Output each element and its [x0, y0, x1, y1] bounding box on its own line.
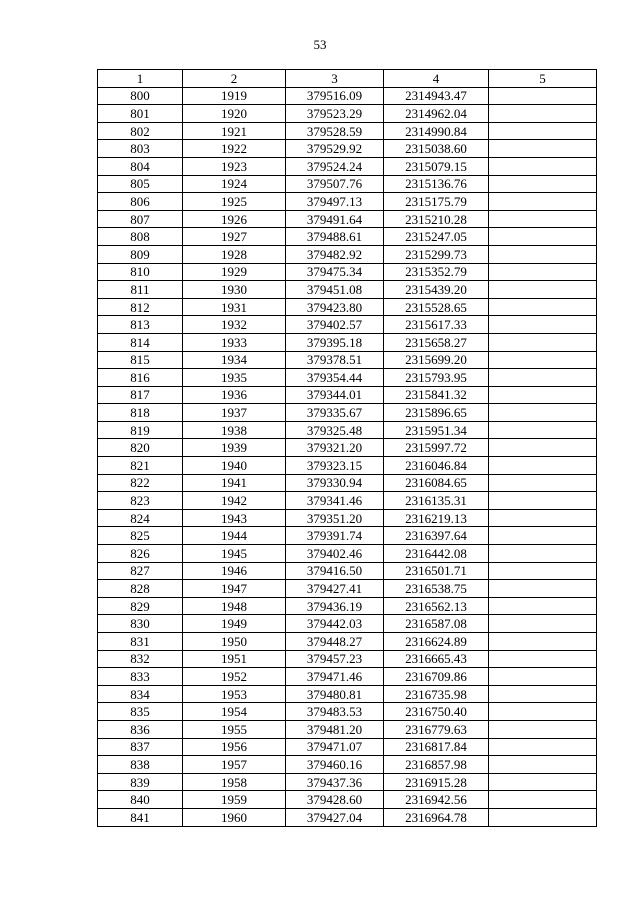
- table-cell-col-2: 1923: [183, 157, 286, 175]
- table-row: [98, 228, 597, 246]
- table-cell-col-5: [489, 720, 597, 738]
- table-cell-col-1: 835: [98, 703, 183, 721]
- table-cell-col-4: 2315299.73: [384, 245, 489, 263]
- table-row: [98, 404, 597, 422]
- table-cell-col-4: 2316735.98: [384, 685, 489, 703]
- table-cell-col-4: 2315793.95: [384, 369, 489, 387]
- table-row: [98, 808, 597, 826]
- table-row: [98, 351, 597, 369]
- table-cell-col-1: 821: [98, 457, 183, 475]
- table-cell-col-2: 1951: [183, 650, 286, 668]
- table-cell-col-3: 379391.74: [286, 527, 384, 545]
- table-row: [98, 157, 597, 175]
- table-cell-col-1: 809: [98, 245, 183, 263]
- table-cell-col-1: 834: [98, 685, 183, 703]
- table-cell-col-5: [489, 316, 597, 334]
- table-cell-col-5: [489, 369, 597, 387]
- table-cell-col-4: 2316709.86: [384, 668, 489, 686]
- table-cell-col-3: 379325.48: [286, 421, 384, 439]
- table-cell-col-2: 1947: [183, 580, 286, 598]
- column-header-5: 5: [489, 70, 597, 88]
- table-cell-col-5: [489, 685, 597, 703]
- table-cell-col-3: 379475.34: [286, 263, 384, 281]
- coordinates-table: [97, 69, 597, 827]
- table-row: [98, 439, 597, 457]
- table-cell-col-1: 819: [98, 421, 183, 439]
- table-cell-col-2: 1927: [183, 228, 286, 246]
- table-cell-col-3: 379528.59: [286, 122, 384, 140]
- table-cell-col-2: 1922: [183, 140, 286, 158]
- table-row: [98, 193, 597, 211]
- table-row: [98, 756, 597, 774]
- table-cell-col-4: 2315896.65: [384, 404, 489, 422]
- table-cell-col-2: 1928: [183, 245, 286, 263]
- column-header-2: 2: [183, 70, 286, 88]
- table-cell-col-4: 2314990.84: [384, 122, 489, 140]
- table-cell-col-5: [489, 773, 597, 791]
- table-cell-col-2: 1952: [183, 668, 286, 686]
- table-cell-col-4: 2316915.28: [384, 773, 489, 791]
- page-number: 53: [313, 37, 327, 52]
- table-cell-col-3: 379423.80: [286, 298, 384, 316]
- table-cell-col-5: [489, 808, 597, 826]
- table-cell-col-5: [489, 527, 597, 545]
- table-cell-col-1: 815: [98, 351, 183, 369]
- table-cell-col-4: 2315658.27: [384, 333, 489, 351]
- table-row: [98, 386, 597, 404]
- table-cell-col-4: 2316942.56: [384, 791, 489, 809]
- table-cell-col-5: [489, 263, 597, 281]
- table-cell-col-4: 2316964.78: [384, 808, 489, 826]
- table-cell-col-3: 379344.01: [286, 386, 384, 404]
- table-cell-col-1: 813: [98, 316, 183, 334]
- table-cell-col-2: 1955: [183, 720, 286, 738]
- table-cell-col-3: 379457.23: [286, 650, 384, 668]
- table-cell-col-5: [489, 597, 597, 615]
- table-cell-col-1: 825: [98, 527, 183, 545]
- table-cell-col-5: [489, 492, 597, 510]
- table-cell-col-1: 807: [98, 210, 183, 228]
- table-cell-col-2: 1953: [183, 685, 286, 703]
- table-cell-col-3: 379491.64: [286, 210, 384, 228]
- table-row: [98, 316, 597, 334]
- table-cell-col-2: 1941: [183, 474, 286, 492]
- table-cell-col-5: [489, 580, 597, 598]
- table-cell-col-1: 801: [98, 105, 183, 123]
- table-cell-col-4: 2315951.34: [384, 421, 489, 439]
- table-cell-col-5: [489, 545, 597, 563]
- table-cell-col-2: 1946: [183, 562, 286, 580]
- table-cell-col-1: 822: [98, 474, 183, 492]
- table-cell-col-2: 1957: [183, 756, 286, 774]
- table-cell-col-3: 379524.24: [286, 157, 384, 175]
- table-cell-col-4: 2314962.04: [384, 105, 489, 123]
- table-cell-col-3: 379354.44: [286, 369, 384, 387]
- table-cell-col-5: [489, 439, 597, 457]
- table-cell-col-5: [489, 386, 597, 404]
- table-cell-col-4: 2316624.89: [384, 633, 489, 651]
- table-row: [98, 140, 597, 158]
- table-cell-col-5: [489, 509, 597, 527]
- table-cell-col-1: 839: [98, 773, 183, 791]
- table-row: [98, 210, 597, 228]
- table-cell-col-3: 379437.36: [286, 773, 384, 791]
- table-cell-col-1: 841: [98, 808, 183, 826]
- table-cell-col-5: [489, 421, 597, 439]
- table-cell-col-3: 379335.67: [286, 404, 384, 422]
- table-row: [98, 773, 597, 791]
- table-row: [98, 580, 597, 598]
- table-cell-col-3: 379460.16: [286, 756, 384, 774]
- table-cell-col-2: 1939: [183, 439, 286, 457]
- table-row: [98, 650, 597, 668]
- table-cell-col-3: 379330.94: [286, 474, 384, 492]
- table-cell-col-4: 2315136.76: [384, 175, 489, 193]
- table-cell-col-3: 379451.08: [286, 281, 384, 299]
- table-cell-col-2: 1921: [183, 122, 286, 140]
- table-cell-col-1: 833: [98, 668, 183, 686]
- table-cell-col-5: [489, 175, 597, 193]
- table-cell-col-4: 2315175.79: [384, 193, 489, 211]
- table-cell-col-3: 379351.20: [286, 509, 384, 527]
- table-cell-col-4: 2316750.40: [384, 703, 489, 721]
- table-row: [98, 122, 597, 140]
- table-cell-col-3: 379436.19: [286, 597, 384, 615]
- table-row: [98, 457, 597, 475]
- table-cell-col-1: 817: [98, 386, 183, 404]
- table-cell-col-1: 832: [98, 650, 183, 668]
- table-cell-col-5: [489, 562, 597, 580]
- table-row: [98, 333, 597, 351]
- table-cell-col-2: 1919: [183, 87, 286, 105]
- table-cell-col-1: 803: [98, 140, 183, 158]
- table-row: [98, 492, 597, 510]
- table-cell-col-3: 379481.20: [286, 720, 384, 738]
- table-cell-col-2: 1934: [183, 351, 286, 369]
- table-cell-col-4: 2316587.08: [384, 615, 489, 633]
- table-cell-col-2: 1959: [183, 791, 286, 809]
- table-cell-col-2: 1945: [183, 545, 286, 563]
- table-cell-col-2: 1937: [183, 404, 286, 422]
- table-cell-col-5: [489, 756, 597, 774]
- table-cell-col-4: 2316442.08: [384, 545, 489, 563]
- table-row: [98, 105, 597, 123]
- table-cell-col-3: 379416.50: [286, 562, 384, 580]
- table-cell-col-3: 379427.04: [286, 808, 384, 826]
- table-cell-col-4: 2315038.60: [384, 140, 489, 158]
- table-cell-col-5: [489, 245, 597, 263]
- table-cell-col-4: 2315699.20: [384, 351, 489, 369]
- table-cell-col-4: 2316501.71: [384, 562, 489, 580]
- table-cell-col-4: 2316817.84: [384, 738, 489, 756]
- table-cell-col-5: [489, 474, 597, 492]
- table-cell-col-3: 379471.07: [286, 738, 384, 756]
- table-cell-col-4: 2316084.65: [384, 474, 489, 492]
- table-cell-col-5: [489, 650, 597, 668]
- table-cell-col-5: [489, 333, 597, 351]
- table-cell-col-4: 2316857.98: [384, 756, 489, 774]
- table-cell-col-5: [489, 791, 597, 809]
- table-cell-col-3: 379341.46: [286, 492, 384, 510]
- table-cell-col-4: 2316135.31: [384, 492, 489, 510]
- table-cell-col-1: 814: [98, 333, 183, 351]
- table-cell-col-1: 827: [98, 562, 183, 580]
- table-row: [98, 245, 597, 263]
- table-cell-col-3: 379402.46: [286, 545, 384, 563]
- table-cell-col-2: 1924: [183, 175, 286, 193]
- table-cell-col-2: 1938: [183, 421, 286, 439]
- table-row: [98, 527, 597, 545]
- table-cell-col-4: 2315617.33: [384, 316, 489, 334]
- table-cell-col-5: [489, 105, 597, 123]
- table-cell-col-1: 802: [98, 122, 183, 140]
- table-cell-col-3: 379323.15: [286, 457, 384, 475]
- table-cell-col-3: 379321.20: [286, 439, 384, 457]
- table-cell-col-4: 2316779.63: [384, 720, 489, 738]
- table-cell-col-3: 379497.13: [286, 193, 384, 211]
- table-cell-col-3: 379488.61: [286, 228, 384, 246]
- table-cell-col-4: 2316397.64: [384, 527, 489, 545]
- table-cell-col-5: [489, 140, 597, 158]
- table-cell-col-1: 830: [98, 615, 183, 633]
- table-cell-col-5: [489, 615, 597, 633]
- table-cell-col-4: 2316665.43: [384, 650, 489, 668]
- table-cell-col-4: 2315997.72: [384, 439, 489, 457]
- table-cell-col-1: 816: [98, 369, 183, 387]
- table-cell-col-3: 379482.92: [286, 245, 384, 263]
- table-cell-col-1: 838: [98, 756, 183, 774]
- table-cell-col-1: 808: [98, 228, 183, 246]
- table-row: [98, 263, 597, 281]
- table-cell-col-1: 831: [98, 633, 183, 651]
- table-cell-col-5: [489, 228, 597, 246]
- table-cell-col-1: 824: [98, 509, 183, 527]
- table-cell-col-5: [489, 298, 597, 316]
- table-cell-col-1: 829: [98, 597, 183, 615]
- table-cell-col-1: 826: [98, 545, 183, 563]
- table-cell-col-3: 379529.92: [286, 140, 384, 158]
- table-cell-col-3: 379523.29: [286, 105, 384, 123]
- table-cell-col-2: 1935: [183, 369, 286, 387]
- table-cell-col-1: 805: [98, 175, 183, 193]
- table-cell-col-4: 2316219.13: [384, 509, 489, 527]
- table-cell-col-1: 828: [98, 580, 183, 598]
- table-cell-col-4: 2315247.05: [384, 228, 489, 246]
- table-cell-col-3: 379427.41: [286, 580, 384, 598]
- table-cell-col-5: [489, 703, 597, 721]
- table-row: [98, 685, 597, 703]
- table-cell-col-1: 810: [98, 263, 183, 281]
- table-row: [98, 545, 597, 563]
- table-cell-col-3: 379471.46: [286, 668, 384, 686]
- table-cell-col-2: 1933: [183, 333, 286, 351]
- table-cell-col-2: 1932: [183, 316, 286, 334]
- table-cell-col-2: 1958: [183, 773, 286, 791]
- table-cell-col-1: 840: [98, 791, 183, 809]
- table-cell-col-2: 1929: [183, 263, 286, 281]
- header-row: [98, 70, 597, 88]
- table-cell-col-5: [489, 87, 597, 105]
- table-row: [98, 720, 597, 738]
- table-cell-col-1: 823: [98, 492, 183, 510]
- table-cell-col-2: 1930: [183, 281, 286, 299]
- table-cell-col-2: 1926: [183, 210, 286, 228]
- column-header-1: 1: [98, 70, 183, 88]
- table-body: [98, 87, 597, 826]
- table-cell-col-5: [489, 404, 597, 422]
- table-cell-col-1: 804: [98, 157, 183, 175]
- table-cell-col-5: [489, 281, 597, 299]
- table-cell-col-1: 820: [98, 439, 183, 457]
- table-row: [98, 281, 597, 299]
- table-cell-col-4: 2315210.28: [384, 210, 489, 228]
- table-row: [98, 597, 597, 615]
- table-row: [98, 421, 597, 439]
- table-cell-col-3: 379448.27: [286, 633, 384, 651]
- table-row: [98, 175, 597, 193]
- table-cell-col-2: 1942: [183, 492, 286, 510]
- table-cell-col-2: 1920: [183, 105, 286, 123]
- table-cell-col-3: 379507.76: [286, 175, 384, 193]
- table-cell-col-5: [489, 122, 597, 140]
- table-cell-col-2: 1925: [183, 193, 286, 211]
- table-cell-col-2: 1931: [183, 298, 286, 316]
- table-cell-col-1: 836: [98, 720, 183, 738]
- table-cell-col-5: [489, 633, 597, 651]
- table-row: [98, 791, 597, 809]
- table-cell-col-3: 379442.03: [286, 615, 384, 633]
- table-cell-col-5: [489, 738, 597, 756]
- table-cell-col-3: 379395.18: [286, 333, 384, 351]
- table-cell-col-3: 379402.57: [286, 316, 384, 334]
- table-cell-col-4: 2316538.75: [384, 580, 489, 598]
- table-cell-col-1: 812: [98, 298, 183, 316]
- table-cell-col-4: 2316562.13: [384, 597, 489, 615]
- table-cell-col-1: 837: [98, 738, 183, 756]
- column-header-3: 3: [286, 70, 384, 88]
- table-row: [98, 703, 597, 721]
- table-cell-col-3: 379480.81: [286, 685, 384, 703]
- table-cell-col-1: 818: [98, 404, 183, 422]
- table-cell-col-3: 379378.51: [286, 351, 384, 369]
- table-cell-col-2: 1936: [183, 386, 286, 404]
- table-cell-col-2: 1943: [183, 509, 286, 527]
- table-header: [98, 70, 597, 88]
- table-cell-col-2: 1956: [183, 738, 286, 756]
- table-cell-col-4: 2315352.79: [384, 263, 489, 281]
- table-cell-col-3: 379483.53: [286, 703, 384, 721]
- table-row: [98, 369, 597, 387]
- table-row: [98, 738, 597, 756]
- table-row: [98, 474, 597, 492]
- table-cell-col-5: [489, 351, 597, 369]
- table-cell-col-4: 2316046.84: [384, 457, 489, 475]
- table-row: [98, 615, 597, 633]
- table-cell-col-1: 800: [98, 87, 183, 105]
- table-cell-col-5: [489, 193, 597, 211]
- table-cell-col-2: 1950: [183, 633, 286, 651]
- table-row: [98, 509, 597, 527]
- table-row: [98, 668, 597, 686]
- table-cell-col-2: 1954: [183, 703, 286, 721]
- table-cell-col-2: 1949: [183, 615, 286, 633]
- table-cell-col-5: [489, 668, 597, 686]
- table-cell-col-4: 2315439.20: [384, 281, 489, 299]
- table-cell-col-2: 1960: [183, 808, 286, 826]
- table-cell-col-3: 379428.60: [286, 791, 384, 809]
- table-cell-col-3: 379516.09: [286, 87, 384, 105]
- table-cell-col-5: [489, 210, 597, 228]
- table-cell-col-1: 811: [98, 281, 183, 299]
- table-row: [98, 87, 597, 105]
- table-cell-col-1: 806: [98, 193, 183, 211]
- table-cell-col-4: 2315528.65: [384, 298, 489, 316]
- table-cell-col-2: 1948: [183, 597, 286, 615]
- table-cell-col-4: 2315079.15: [384, 157, 489, 175]
- table-cell-col-4: 2315841.32: [384, 386, 489, 404]
- table-cell-col-2: 1940: [183, 457, 286, 475]
- table-row: [98, 298, 597, 316]
- table-cell-col-5: [489, 457, 597, 475]
- column-header-4: 4: [384, 70, 489, 88]
- table-cell-col-4: 2314943.47: [384, 87, 489, 105]
- table-cell-col-2: 1944: [183, 527, 286, 545]
- table-row: [98, 562, 597, 580]
- table-cell-col-5: [489, 157, 597, 175]
- table-row: [98, 633, 597, 651]
